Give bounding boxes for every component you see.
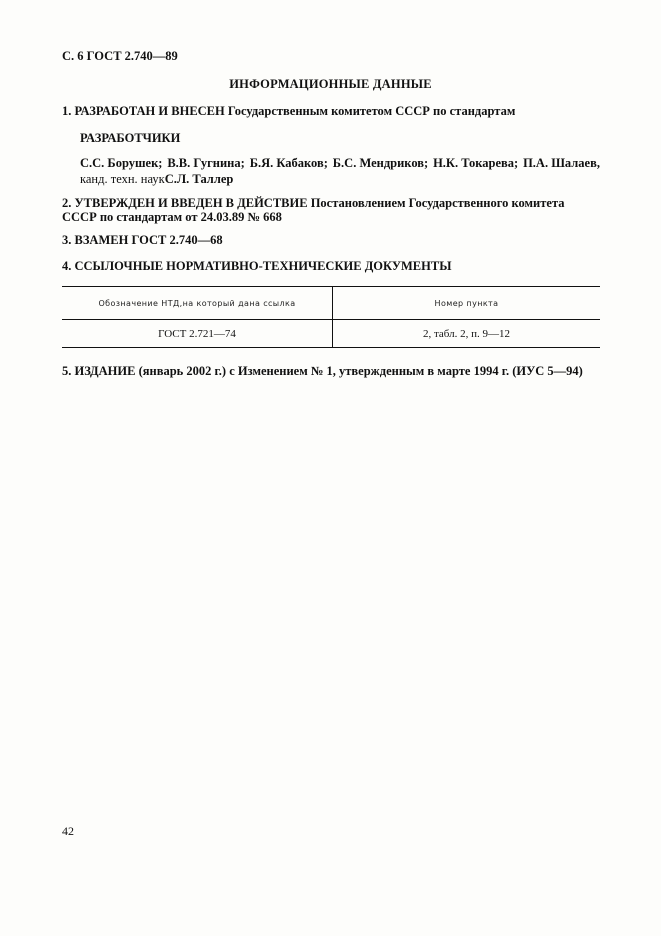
page-header: С. 6 ГОСТ 2.740—89 <box>62 49 178 63</box>
table-row <box>62 320 600 348</box>
item-2-text: Постановлением Государственного комитета СССР по стандартам от 24.03.89 № 668 <box>62 196 565 224</box>
table-cell: 2, табл. 2, п. 9—12 <box>422 327 511 340</box>
developer-name: П.А. Шалаев, <box>523 156 600 170</box>
developer-name: С.Л. Таллер <box>164 172 234 186</box>
item-5: 5. ИЗДАНИЕ (январь 2002 г.) с Изменением № 1, утвержденным в марте 1994 г. (ИУС 5—94) <box>62 364 583 378</box>
column-header: Обозначение НТД,на который дана ссылка <box>62 287 333 320</box>
developer-name: В.В. Гугнина; <box>167 156 245 170</box>
developer-degree: канд. техн. наук <box>80 172 165 186</box>
column-header: Номер пункта <box>434 298 499 308</box>
developer-name: Б.С. Мендриков; <box>332 156 429 170</box>
page-number: 42 <box>62 824 74 838</box>
item-4: 4. ССЫЛОЧНЫЕ НОРМАТИВНО-ТЕХНИЧЕСКИЕ ДОКУМЕНТЫ <box>62 259 452 273</box>
reference-documents-table <box>62 286 600 348</box>
item-1: 1. РАЗРАБОТАН И ВНЕСЕН Государственным комитетом СССР по стандартам <box>62 104 516 118</box>
developer-name: Б.Я. Кабаков; <box>249 156 328 170</box>
developer-name: Н.К. Токарева; <box>433 156 519 170</box>
item-2-label: 2. УТВЕРЖДЕН И ВВЕДЕН В ДЕЙСТВИЕ <box>62 196 308 210</box>
page-title: ИНФОРМАЦИОННЫЕ ДАННЫЕ <box>229 77 432 91</box>
table-header-row <box>62 287 600 320</box>
table-cell: ГОСТ 2.721—74 <box>62 320 333 348</box>
developers-list <box>80 155 600 187</box>
developers-heading: РАЗРАБОТЧИКИ <box>80 131 181 145</box>
item-2 <box>62 196 602 224</box>
item-3: 3. ВЗАМЕН ГОСТ 2.740—68 <box>62 233 223 247</box>
developer-name: С.С. Борушек; <box>80 156 163 170</box>
